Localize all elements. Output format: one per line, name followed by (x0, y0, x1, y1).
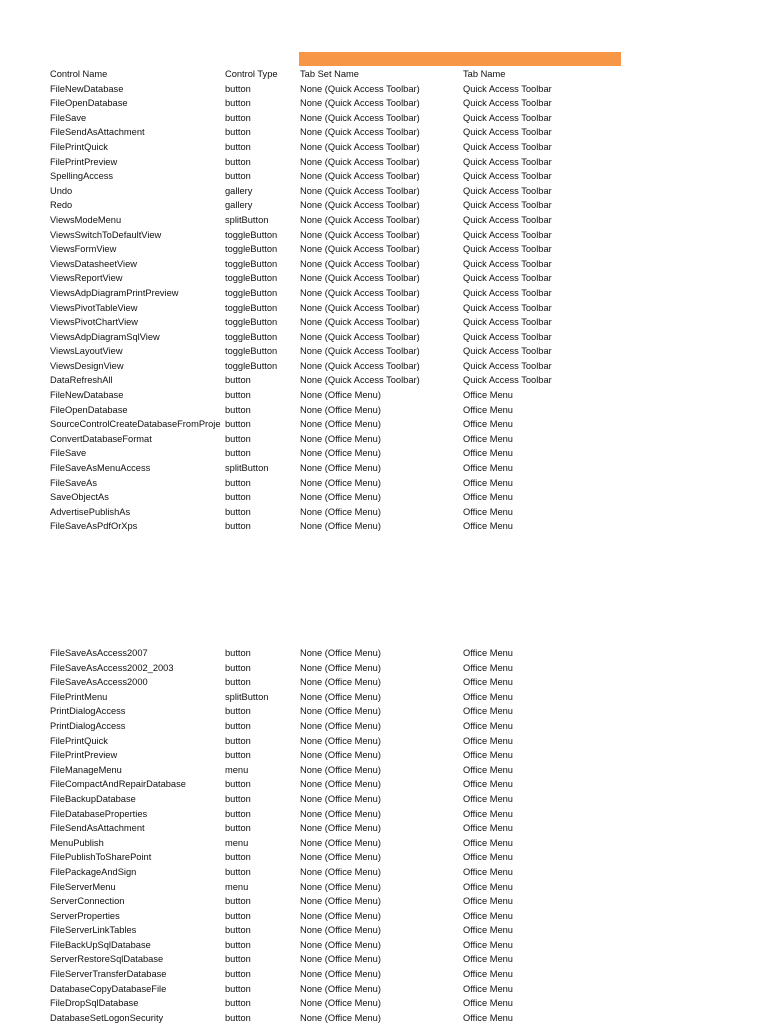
table-row (50, 228, 590, 243)
control-type-cell: toggleButton (225, 273, 278, 284)
control-name-cell: FileSaveAsAccess2000 (50, 677, 148, 688)
tab-name-cell: Office Menu (463, 808, 513, 819)
control-name-cell: DatabaseSetLogonSecurity (50, 1012, 164, 1023)
control-type-cell: toggleButton (225, 229, 278, 240)
control-name-cell: SourceControlCreateDatabaseFromProje (50, 419, 221, 430)
control-type-cell: toggleButton (225, 287, 278, 298)
control-name-cell: FileBackupDatabase (50, 793, 136, 804)
control-type-cell: button (225, 112, 251, 123)
tab-name-cell: Office Menu (463, 925, 513, 936)
tab-name-cell: Quick Access Toolbar (463, 346, 552, 357)
table-row (50, 373, 590, 388)
tab-name-cell: Office Menu (463, 793, 513, 804)
control-type-cell: button (225, 677, 251, 688)
control-name-cell: FileSaveAs (50, 477, 98, 488)
tab-name-cell: Office Menu (463, 779, 513, 790)
control-name-cell: FileServerMenu (50, 881, 116, 892)
tab-name-cell: Office Menu (463, 852, 513, 863)
tab-name-cell: Office Menu (463, 390, 513, 401)
control-type-cell: button (225, 823, 251, 834)
tab-set-name-cell: None (Office Menu) (300, 925, 381, 936)
control-type-cell: button (225, 896, 251, 907)
tab-name-cell: Office Menu (463, 881, 513, 892)
tab-set-name-cell: None (Quick Access Toolbar) (300, 83, 420, 94)
control-name-cell: FileSaveAsPdfOrXps (50, 521, 138, 532)
control-name-cell: FilePrintPreview (50, 156, 118, 167)
tab-set-name-cell: None (Office Menu) (300, 433, 381, 444)
tab-name-cell: Quick Access Toolbar (463, 156, 552, 167)
tab-set-name-cell: None (Office Menu) (300, 662, 381, 673)
tab-set-name-cell: None (Office Menu) (300, 779, 381, 790)
control-type-cell: button (225, 156, 251, 167)
table-row (50, 315, 590, 330)
tab-name-cell: Office Menu (463, 896, 513, 907)
tab-set-name-cell: None (Office Menu) (300, 896, 381, 907)
tab-name-cell: Office Menu (463, 910, 513, 921)
tab-name-cell: Office Menu (463, 1012, 513, 1023)
table-row (50, 286, 590, 301)
table-row (50, 490, 590, 505)
control-type-cell: menu (225, 837, 249, 848)
tab-name-cell: Quick Access Toolbar (463, 331, 552, 342)
tab-set-name-cell: None (Quick Access Toolbar) (300, 98, 420, 109)
table-row (50, 894, 590, 909)
control-type-cell: button (225, 375, 251, 386)
control-name-cell: FileSave (50, 448, 87, 459)
table-row (50, 140, 590, 155)
control-type-cell: toggleButton (225, 244, 278, 255)
table-row (50, 661, 590, 676)
table-row (50, 807, 590, 822)
control-type-cell: splitButton (225, 691, 269, 702)
table-row (50, 271, 590, 286)
control-type-cell: gallery (225, 200, 253, 211)
table-row (50, 690, 590, 705)
controls-table-section-2 (50, 646, 590, 1025)
control-type-cell: toggleButton (225, 317, 278, 328)
table-row (50, 719, 590, 734)
table-row (50, 923, 590, 938)
table-row (50, 675, 590, 690)
tab-set-name-cell: None (Office Menu) (300, 808, 381, 819)
control-name-cell: ViewsLayoutView (50, 346, 123, 357)
table-row (50, 330, 590, 345)
control-name-cell: SpellingAccess (50, 171, 114, 182)
control-type-cell: button (225, 477, 251, 488)
table-row (50, 763, 590, 778)
control-type-cell: button (225, 750, 251, 761)
tab-set-name-cell: None (Office Menu) (300, 492, 381, 503)
tab-set-name-cell: None (Quick Access Toolbar) (300, 185, 420, 196)
table-row (50, 519, 590, 534)
tab-name-cell: Office Menu (463, 419, 513, 430)
header-control-type: Control Type (225, 69, 278, 79)
tab-set-name-cell: None (Office Menu) (300, 419, 381, 430)
tab-set-name-cell: None (Office Menu) (300, 983, 381, 994)
tab-set-name-cell: None (Quick Access Toolbar) (300, 156, 420, 167)
control-type-cell: menu (225, 881, 249, 892)
control-type-cell: button (225, 662, 251, 673)
table-row (50, 982, 590, 997)
table-row (50, 704, 590, 719)
tab-name-cell: Office Menu (463, 764, 513, 775)
control-type-cell: toggleButton (225, 331, 278, 342)
tab-name-cell: Office Menu (463, 866, 513, 877)
control-name-cell: FilePrintPreview (50, 750, 118, 761)
control-name-cell: FileNewDatabase (50, 390, 124, 401)
tab-name-cell: Office Menu (463, 404, 513, 415)
control-type-cell: button (225, 521, 251, 532)
control-name-cell: FileBackUpSqlDatabase (50, 939, 151, 950)
table-row (50, 461, 590, 476)
table-row (50, 967, 590, 982)
control-name-cell: ServerConnection (50, 896, 125, 907)
tab-set-name-cell: None (Office Menu) (300, 750, 381, 761)
control-type-cell: button (225, 808, 251, 819)
tab-set-name-cell: None (Quick Access Toolbar) (300, 244, 420, 255)
table-row (50, 865, 590, 880)
control-name-cell: ViewsPivotChartView (50, 317, 139, 328)
tab-set-name-cell: None (Office Menu) (300, 793, 381, 804)
tab-name-cell: Quick Access Toolbar (463, 83, 552, 94)
tab-set-name-cell: None (Quick Access Toolbar) (300, 331, 420, 342)
table-row (50, 155, 590, 170)
control-type-cell: button (225, 448, 251, 459)
control-type-cell: button (225, 793, 251, 804)
tab-name-cell: Quick Access Toolbar (463, 287, 552, 298)
table-row (50, 909, 590, 924)
tab-name-cell: Quick Access Toolbar (463, 141, 552, 152)
control-name-cell: PrintDialogAccess (50, 720, 126, 731)
tab-set-name-cell: None (Office Menu) (300, 706, 381, 717)
control-type-cell: splitButton (225, 463, 269, 474)
tab-set-name-cell: None (Quick Access Toolbar) (300, 346, 420, 357)
table-row (50, 213, 590, 228)
control-type-cell: button (225, 852, 251, 863)
control-type-cell: button (225, 954, 251, 965)
tab-set-name-cell: None (Quick Access Toolbar) (300, 200, 420, 211)
control-name-cell: ViewsDesignView (50, 360, 124, 371)
tab-name-cell: Quick Access Toolbar (463, 214, 552, 225)
table-row (50, 344, 590, 359)
tab-name-cell: Quick Access Toolbar (463, 244, 552, 255)
control-name-cell: FileServerTransferDatabase (50, 969, 167, 980)
control-name-cell: FilePublishToSharePoint (50, 852, 152, 863)
table-row (50, 476, 590, 491)
control-name-cell: FileOpenDatabase (50, 404, 128, 415)
tab-set-name-cell: None (Office Menu) (300, 463, 381, 474)
tab-set-name-cell: None (Quick Access Toolbar) (300, 375, 420, 386)
tab-name-cell: Office Menu (463, 648, 513, 658)
tab-name-cell: Office Menu (463, 521, 513, 532)
control-type-cell: button (225, 390, 251, 401)
tab-name-cell: Quick Access Toolbar (463, 273, 552, 284)
control-name-cell: ViewsReportView (50, 273, 123, 284)
tab-set-name-cell: None (Office Menu) (300, 691, 381, 702)
control-type-cell: button (225, 83, 251, 94)
control-name-cell: FilePrintQuick (50, 141, 108, 152)
tab-name-cell: Office Menu (463, 448, 513, 459)
tab-name-cell: Office Menu (463, 662, 513, 673)
tab-set-name-cell: None (Office Menu) (300, 390, 381, 401)
tab-name-cell: Office Menu (463, 998, 513, 1009)
tab-name-cell: Office Menu (463, 492, 513, 503)
control-name-cell: FileOpenDatabase (50, 98, 128, 109)
tab-set-name-cell: None (Quick Access Toolbar) (300, 171, 420, 182)
control-type-cell: button (225, 141, 251, 152)
tab-name-cell: Quick Access Toolbar (463, 229, 552, 240)
control-name-cell: DatabaseCopyDatabaseFile (50, 983, 167, 994)
control-name-cell: FileSendAsAttachment (50, 127, 145, 138)
tab-set-name-cell: None (Office Menu) (300, 969, 381, 980)
tab-set-name-cell: None (Quick Access Toolbar) (300, 229, 420, 240)
tab-set-name-cell: None (Office Menu) (300, 910, 381, 921)
control-name-cell: DataRefreshAll (50, 375, 113, 386)
table-row (50, 446, 590, 461)
control-type-cell: button (225, 998, 251, 1009)
table-body-section-2 (50, 646, 590, 1025)
control-name-cell: ViewsDatasheetView (50, 258, 137, 269)
table-row (50, 777, 590, 792)
control-name-cell: FilePrintQuick (50, 735, 108, 746)
tab-name-cell: Office Menu (463, 823, 513, 834)
control-type-cell: toggleButton (225, 302, 278, 313)
tab-set-name-cell: None (Office Menu) (300, 404, 381, 415)
table-row (50, 646, 590, 661)
tab-set-name-cell: None (Office Menu) (300, 837, 381, 848)
control-name-cell: FileDatabaseProperties (50, 808, 148, 819)
tab-set-name-cell: None (Office Menu) (300, 448, 381, 459)
tab-name-cell: Office Menu (463, 837, 513, 848)
tab-set-name-cell: None (Quick Access Toolbar) (300, 214, 420, 225)
tab-name-cell: Quick Access Toolbar (463, 302, 552, 313)
control-type-cell: button (225, 1012, 251, 1023)
tab-name-cell: Quick Access Toolbar (463, 185, 552, 196)
control-name-cell: Undo (50, 185, 73, 196)
tab-name-cell: Office Menu (463, 706, 513, 717)
control-name-cell: SaveObjectAs (50, 492, 109, 503)
control-type-cell: splitButton (225, 214, 269, 225)
tab-set-name-cell: None (Office Menu) (300, 648, 381, 658)
control-name-cell: MenuPublish (50, 837, 104, 848)
tab-set-name-cell: None (Quick Access Toolbar) (300, 258, 420, 269)
tab-name-cell: Quick Access Toolbar (463, 127, 552, 138)
control-type-cell: button (225, 433, 251, 444)
table-row (50, 301, 590, 316)
controls-table-section-1 (50, 67, 590, 534)
tab-set-name-cell: None (Office Menu) (300, 735, 381, 746)
table-row (50, 96, 590, 111)
control-type-cell: button (225, 419, 251, 430)
control-type-cell: button (225, 404, 251, 415)
control-name-cell: AdvertisePublishAs (50, 506, 131, 517)
header-tab-set-name: Tab Set Name (300, 69, 359, 79)
header-tab-name: Tab Name (463, 69, 506, 79)
control-type-cell: button (225, 939, 251, 950)
tab-set-name-cell: None (Quick Access Toolbar) (300, 360, 420, 371)
tab-set-name-cell: None (Quick Access Toolbar) (300, 273, 420, 284)
tab-set-name-cell: None (Office Menu) (300, 866, 381, 877)
tab-name-cell: Quick Access Toolbar (463, 317, 552, 328)
table-row (50, 432, 590, 447)
table-row (50, 198, 590, 213)
control-type-cell: toggleButton (225, 346, 278, 357)
tab-name-cell: Quick Access Toolbar (463, 200, 552, 211)
tab-set-name-cell: None (Quick Access Toolbar) (300, 302, 420, 313)
tab-name-cell: Quick Access Toolbar (463, 375, 552, 386)
tab-name-cell: Office Menu (463, 720, 513, 731)
table-row (50, 359, 590, 374)
control-name-cell: FileManageMenu (50, 764, 122, 775)
control-name-cell: FileSaveAsMenuAccess (50, 463, 151, 474)
control-name-cell: ViewsSwitchToDefaultView (50, 229, 162, 240)
control-type-cell: button (225, 910, 251, 921)
control-name-cell: ViewsFormView (50, 244, 117, 255)
tab-set-name-cell: None (Office Menu) (300, 954, 381, 965)
table-row (50, 505, 590, 520)
table-row (50, 242, 590, 257)
tab-name-cell: Office Menu (463, 969, 513, 980)
tab-set-name-cell: None (Office Menu) (300, 852, 381, 863)
control-name-cell: FilePrintMenu (50, 691, 108, 702)
table-row (50, 82, 590, 97)
control-name-cell: ViewsPivotTableView (50, 302, 138, 313)
table-row (50, 417, 590, 432)
tab-name-cell: Office Menu (463, 939, 513, 950)
control-type-cell: button (225, 127, 251, 138)
control-type-cell: button (225, 506, 251, 517)
table-row (50, 792, 590, 807)
control-name-cell: FileSendAsAttachment (50, 823, 145, 834)
table-row (50, 850, 590, 865)
tab-name-cell: Office Menu (463, 677, 513, 688)
table-row (50, 125, 590, 140)
tab-name-cell: Office Menu (463, 750, 513, 761)
control-name-cell: FileNewDatabase (50, 83, 124, 94)
tab-name-cell: Office Menu (463, 506, 513, 517)
control-name-cell: FileSaveAsAccess2002_2003 (50, 662, 174, 673)
control-type-cell: button (225, 983, 251, 994)
tab-set-name-cell: None (Office Menu) (300, 506, 381, 517)
table-header-row (50, 67, 590, 82)
table-row (50, 257, 590, 272)
table-row (50, 952, 590, 967)
control-name-cell: ViewsAdpDiagramSqlView (50, 331, 160, 342)
control-type-cell: button (225, 98, 251, 109)
table-row (50, 836, 590, 851)
tab-set-name-cell: None (Office Menu) (300, 998, 381, 1009)
tab-name-cell: Quick Access Toolbar (463, 98, 552, 109)
control-type-cell: menu (225, 764, 249, 775)
table-row (50, 996, 590, 1011)
tab-name-cell: Office Menu (463, 954, 513, 965)
table-row (50, 1011, 590, 1025)
control-name-cell: ServerProperties (50, 910, 120, 921)
table-row (50, 748, 590, 763)
control-type-cell: button (225, 866, 251, 877)
tab-name-cell: Quick Access Toolbar (463, 171, 552, 182)
control-type-cell: gallery (225, 185, 253, 196)
table-row (50, 880, 590, 895)
tab-name-cell: Quick Access Toolbar (463, 112, 552, 123)
control-type-cell: button (225, 735, 251, 746)
table-row (50, 184, 590, 199)
control-type-cell: button (225, 171, 251, 182)
control-type-cell: button (225, 706, 251, 717)
table-row (50, 111, 590, 126)
control-name-cell: PrintDialogAccess (50, 706, 126, 717)
tab-set-name-cell: None (Office Menu) (300, 1012, 381, 1023)
tab-set-name-cell: None (Office Menu) (300, 720, 381, 731)
control-name-cell: Redo (50, 200, 73, 211)
tab-set-name-cell: None (Quick Access Toolbar) (300, 287, 420, 298)
tab-set-name-cell: None (Office Menu) (300, 823, 381, 834)
control-name-cell: FileCompactAndRepairDatabase (50, 779, 186, 790)
tab-name-cell: Office Menu (463, 433, 513, 444)
control-name-cell: FileSaveAsAccess2007 (50, 648, 148, 658)
tab-name-cell: Quick Access Toolbar (463, 258, 552, 269)
table-body-section-1 (50, 82, 590, 534)
tab-name-cell: Office Menu (463, 983, 513, 994)
control-type-cell: button (225, 779, 251, 790)
control-type-cell: toggleButton (225, 360, 278, 371)
tab-set-name-cell: None (Quick Access Toolbar) (300, 317, 420, 328)
table-row (50, 821, 590, 836)
control-name-cell: FileSave (50, 112, 87, 123)
control-name-cell: ConvertDatabaseFormat (50, 433, 152, 444)
control-name-cell: FilePackageAndSign (50, 866, 137, 877)
tab-set-name-cell: None (Quick Access Toolbar) (300, 127, 420, 138)
control-name-cell: ViewsAdpDiagramPrintPreview (50, 287, 179, 298)
tab-set-name-cell: None (Office Menu) (300, 477, 381, 488)
header-control-name: Control Name (50, 69, 108, 79)
control-name-cell: ServerRestoreSqlDatabase (50, 954, 164, 965)
tab-set-name-cell: None (Office Menu) (300, 764, 381, 775)
tab-set-name-cell: None (Office Menu) (300, 677, 381, 688)
tab-set-name-cell: None (Quick Access Toolbar) (300, 141, 420, 152)
table-row (50, 734, 590, 749)
tab-name-cell: Office Menu (463, 463, 513, 474)
tab-set-name-cell: None (Office Menu) (300, 881, 381, 892)
control-type-cell: button (225, 720, 251, 731)
table-row (50, 938, 590, 953)
control-type-cell: button (225, 925, 251, 936)
tab-name-cell: Office Menu (463, 477, 513, 488)
control-name-cell: ViewsModeMenu (50, 214, 122, 225)
table-row (50, 403, 590, 418)
control-name-cell: FileDropSqlDatabase (50, 998, 139, 1009)
table-row (50, 388, 590, 403)
control-name-cell: FileServerLinkTables (50, 925, 137, 936)
control-type-cell: button (225, 492, 251, 503)
tab-set-name-cell: None (Quick Access Toolbar) (300, 112, 420, 123)
tab-name-cell: Office Menu (463, 735, 513, 746)
table-row (50, 169, 590, 184)
tab-name-cell: Office Menu (463, 691, 513, 702)
tab-set-name-cell: None (Office Menu) (300, 521, 381, 532)
header-accent-bar (299, 52, 621, 66)
tab-set-name-cell: None (Office Menu) (300, 939, 381, 950)
control-type-cell: toggleButton (225, 258, 278, 269)
tab-name-cell: Quick Access Toolbar (463, 360, 552, 371)
control-type-cell: button (225, 969, 251, 980)
control-type-cell: button (225, 648, 251, 658)
